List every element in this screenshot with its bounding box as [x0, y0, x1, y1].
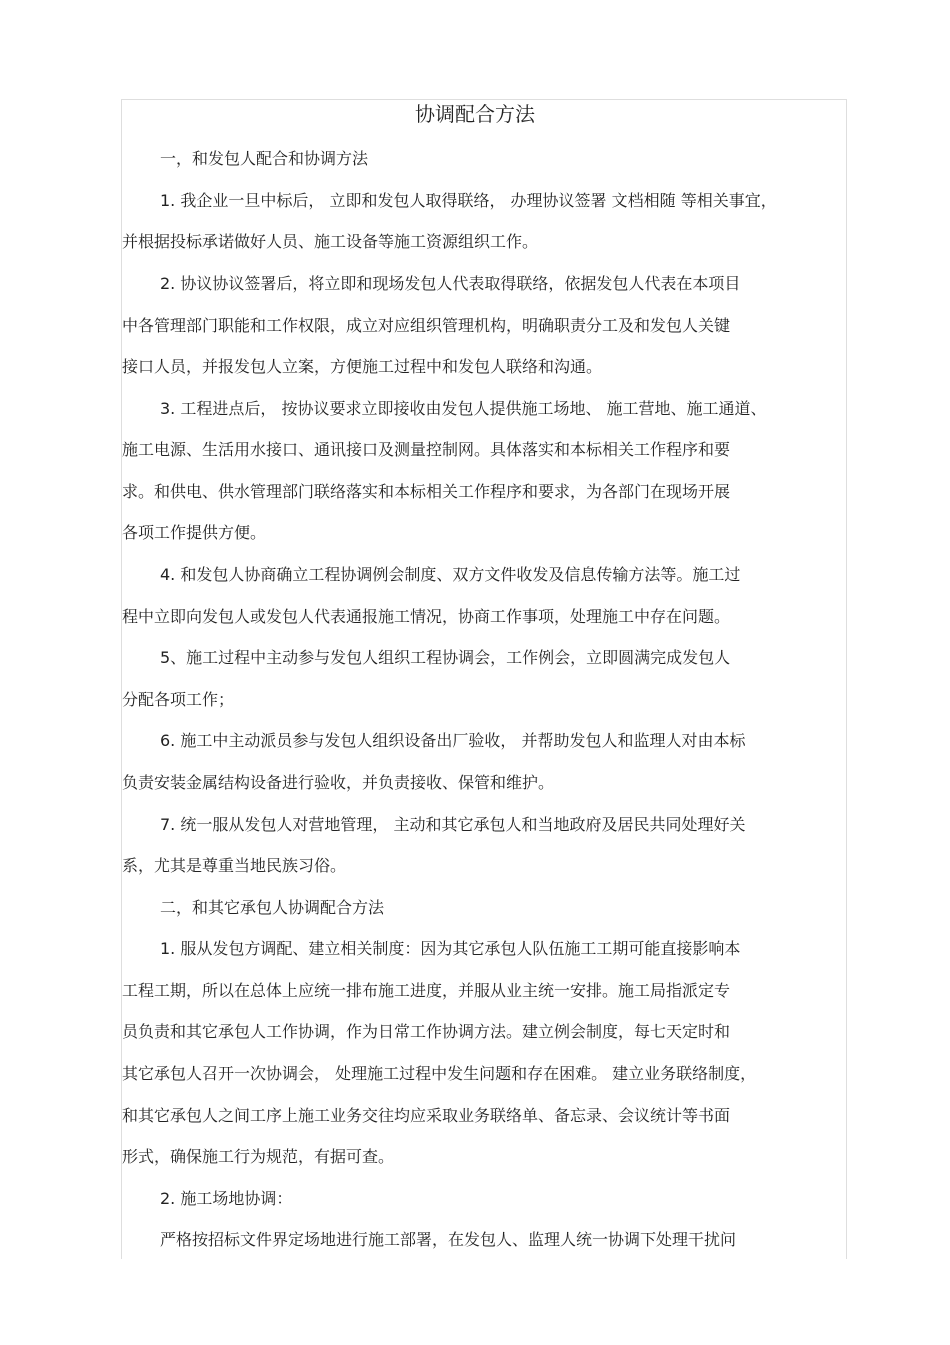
paragraph-line: 3. 工程进点后， 按协议要求立即接收由发包人提供施工场地、 施工营地、施工通道、	[160, 399, 767, 418]
paragraph-line: 1. 我企业一旦中标后， 立即和发包人取得联络， 办理协议签署 文档相随 等相关事宜，	[160, 191, 777, 210]
paragraph-line: 7. 统一服从发包人对营地管理， 主动和其它承包人和当地政府及居民共同处理好关	[160, 815, 746, 834]
paragraph-line: 各项工作提供方便。	[122, 523, 267, 542]
paragraph-line: 5、施工过程中主动参与发包人组织工程协调会，工作例会，立即圆满完成发包人	[160, 648, 731, 667]
paragraph-line: 其它承包人召开一次协调会， 处理施工过程中发生问题和存在困难。 建立业务联络制度，	[122, 1064, 757, 1083]
document-title: 协调配合方法	[415, 102, 535, 126]
paragraph-line: 接口人员，并报发包人立案，方便施工过程中和发包人联络和沟通。	[122, 357, 603, 376]
paragraph-line: 员负责和其它承包人工作协调，作为日常工作协调方法。建立例会制度，每七天定时和	[122, 1022, 731, 1041]
paragraph-line: 系，尤其是尊重当地民族习俗。	[122, 856, 347, 875]
paragraph-line: 负责安装金属结构设备进行验收，并负责接收、保管和维护。	[122, 773, 555, 792]
section-heading: 一，和发包人配合和协调方法	[160, 149, 369, 168]
paragraph-line: 求。和供电、供水管理部门联络落实和本标相关工作程序和要求，为各部门在现场开展	[122, 482, 731, 501]
paragraph-line: 严格按招标文件界定场地进行施工部署，在发包人、监理人统一协调下处理干扰问	[160, 1230, 737, 1249]
paragraph-line: 4. 和发包人协商确立工程协调例会制度、双方文件收发及信息传输方法等。施工过	[160, 565, 741, 584]
paragraph-line: 施工电源、生活用水接口、通讯接口及测量控制网。具体落实和本标相关工作程序和要	[122, 440, 731, 459]
paragraph-line: 6. 施工中主动派员参与发包人组织设备出厂验收， 并帮助发包人和监理人对由本标	[160, 731, 746, 750]
page-frame	[121, 99, 847, 1259]
paragraph-line: 2. 施工场地协调：	[160, 1189, 293, 1208]
paragraph-line: 1. 服从发包方调配、建立相关制度：因为其它承包人队伍施工工期可能直接影响本	[160, 939, 741, 958]
paragraph-line: 和其它承包人之间工序上施工业务交往均应采取业务联络单、备忘录、会议统计等书面	[122, 1106, 731, 1125]
paragraph-line: 分配各项工作；	[122, 690, 235, 709]
paragraph-line: 中各管理部门职能和工作权限，成立对应组织管理机构，明确职责分工及和发包人关键	[122, 316, 731, 335]
paragraph-line: 并根据投标承诺做好人员、施工设备等施工资源组织工作。	[122, 232, 539, 251]
paragraph-line: 工程工期，所以在总体上应统一排布施工进度，并服从业主统一安排。施工局指派定专	[122, 981, 731, 1000]
section-heading: 二，和其它承包人协调配合方法	[160, 898, 385, 917]
paragraph-line: 形式，确保施工行为规范，有据可查。	[122, 1147, 395, 1166]
paragraph-line: 2. 协议协议签署后，将立即和现场发包人代表取得联络，依据发包人代表在本项目	[160, 274, 741, 293]
paragraph-line: 程中立即向发包人或发包人代表通报施工情况，协商工作事项，处理施工中存在问题。	[122, 607, 731, 626]
